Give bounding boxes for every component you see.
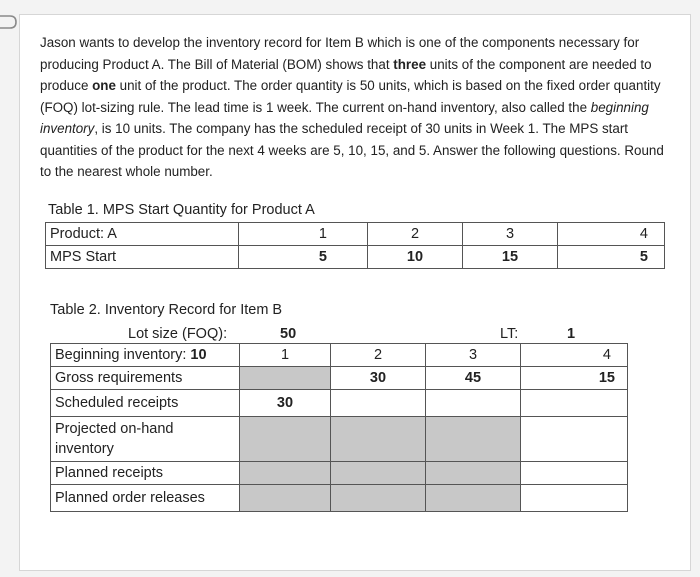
table1-value-2: 10 xyxy=(368,246,463,269)
table-row xyxy=(51,344,628,367)
projected-on-hand-week-4[interactable] xyxy=(521,417,628,462)
intro-part-4: , is 10 units. The company has the scheduled receipt of 30 units in Week 1. The MPS start quantities of the product for the next 4 weeks are 5, 10, 15, and 5. Answer the following questions. Round to the nearest whole number. xyxy=(40,121,664,179)
table1-title: Table 1. MPS Start Quantity for Product A xyxy=(48,202,315,218)
table1-header-label: Product: A xyxy=(46,223,239,246)
planned-order-releases-week-4[interactable] xyxy=(521,485,628,512)
intro-one: one xyxy=(92,78,116,93)
mps-table xyxy=(45,222,665,269)
inventory-record-table xyxy=(50,343,628,512)
table-row xyxy=(51,417,628,462)
scheduled-receipts-week-3 xyxy=(426,390,521,417)
scheduled-receipts-label: Scheduled receipts xyxy=(51,390,240,417)
projected-on-hand-week-2[interactable] xyxy=(331,417,426,462)
lot-size-value: 50 xyxy=(280,326,297,342)
lead-time-value: 1 xyxy=(567,326,576,342)
table1-value-1: 5 xyxy=(239,246,368,269)
table2-title: Table 2. Inventory Record for Item B xyxy=(50,302,283,318)
lot-size-label: Lot size (FOQ): xyxy=(128,326,228,342)
projected-on-hand-label xyxy=(51,417,240,462)
question-text xyxy=(40,32,670,183)
planned-receipts-week-1[interactable] xyxy=(240,462,331,485)
table1-week-4: 4 xyxy=(558,223,665,246)
scheduled-receipts-week-1: 30 xyxy=(240,390,331,417)
gross-requirements-week-3: 45 xyxy=(426,367,521,390)
projected-on-hand-line-2: inventory xyxy=(55,441,114,457)
intro-three: three xyxy=(393,56,427,72)
table1-value-4: 5 xyxy=(558,246,665,269)
intro-beginning: beginning inventory xyxy=(40,99,649,136)
gross-requirements-week-4: 15 xyxy=(521,367,628,390)
gross-requirements-week-1 xyxy=(240,367,331,390)
planned-receipts-week-2[interactable] xyxy=(331,462,426,485)
table-row xyxy=(51,367,628,390)
planned-receipts-week-4[interactable] xyxy=(521,462,628,485)
scheduled-receipts-week-2 xyxy=(331,390,426,417)
planned-order-releases-label: Planned order releases xyxy=(51,485,240,512)
table1-row-label: MPS Start xyxy=(46,246,239,269)
intro-part-2: units of the component are needed to produce xyxy=(40,56,652,93)
table1-value-3: 15 xyxy=(463,246,558,269)
table-row xyxy=(46,223,665,246)
planned-order-releases-week-1[interactable] xyxy=(240,485,331,512)
table1-week-1: 1 xyxy=(239,223,368,246)
table2-week-1: 1 xyxy=(240,344,331,367)
gross-requirements-label: Gross requirements xyxy=(51,367,240,390)
intro-part-3: unit of the product. The order quantity is 50 units, which is based on the fixed order quantity (FOQ) lot-sizing rule. The lead time is 1 week. The current on-hand inventory, also called the xyxy=(40,78,661,115)
table2-week-2: 2 xyxy=(331,344,426,367)
beginning-inventory-value: 10 xyxy=(190,347,207,363)
beginning-inventory-cell xyxy=(51,344,240,367)
beginning-inventory-label: Beginning inventory: xyxy=(55,347,191,363)
projected-on-hand-week-1[interactable] xyxy=(240,417,331,462)
table-row xyxy=(51,462,628,485)
table1-week-3: 3 xyxy=(463,223,558,246)
table1-week-2: 2 xyxy=(368,223,463,246)
table-row xyxy=(51,390,628,417)
projected-on-hand-line-1: Projected on-hand xyxy=(55,421,174,437)
gross-requirements-week-2: 30 xyxy=(331,367,426,390)
table-row xyxy=(51,485,628,512)
lead-time-label: LT: xyxy=(500,326,519,342)
table2-week-3: 3 xyxy=(426,344,521,367)
planned-order-releases-week-3[interactable] xyxy=(426,485,521,512)
planned-receipts-week-3[interactable] xyxy=(426,462,521,485)
scheduled-receipts-week-4 xyxy=(521,390,628,417)
planned-order-releases-week-2[interactable] xyxy=(331,485,426,512)
projected-on-hand-week-3[interactable] xyxy=(426,417,521,462)
table-row xyxy=(46,246,665,269)
intro-part-1: Jason wants to develop the inventory record for Item B which is one of the components necessary for producing Product A. The Bill of Material (BOM) shows that xyxy=(40,35,640,72)
table2-week-4: 4 xyxy=(521,344,628,367)
planned-receipts-label: Planned receipts xyxy=(51,462,240,485)
